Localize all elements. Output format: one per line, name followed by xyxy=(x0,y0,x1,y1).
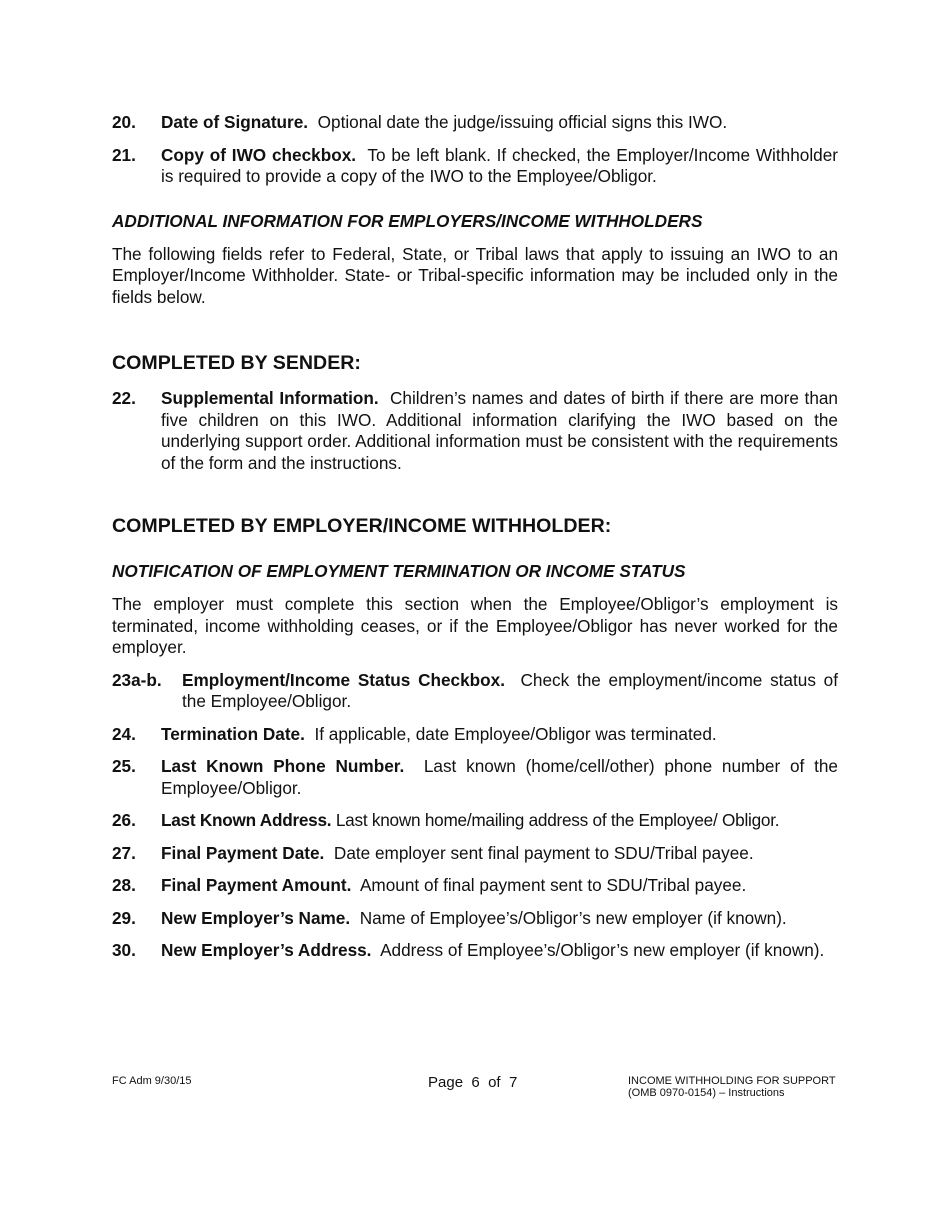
item-number: 29. xyxy=(112,907,136,928)
item-text: Optional date the judge/issuing official signs this IWO. xyxy=(317,112,728,132)
item-number: 20. xyxy=(112,112,136,132)
item-28 xyxy=(112,875,838,897)
item-text: Children’s names and dates of birth if there are more than five children on this IWO. Additional information clarifying the IWO based on the underlying support order. Additional information must be consistent with the requirements of the form and the instructions. xyxy=(161,388,838,473)
item-text: Last known (home/cell/other) phone number of the Employee/Obligor. xyxy=(161,756,838,798)
item-title: Termination Date. xyxy=(161,723,305,744)
item-25 xyxy=(112,756,838,799)
item-number: 22. xyxy=(112,388,136,408)
item-number: 30. xyxy=(112,940,136,960)
item-23a-b xyxy=(112,670,838,713)
item-number: 26. xyxy=(112,810,136,830)
item-text: Date employer sent final payment to SDU/Tribal payee. xyxy=(333,842,754,863)
document-page xyxy=(112,112,838,973)
notification-paragraph: The employer must complete this section when the Employee/Obligor’s employment is terminated, income withholding ceases, or if the Employee/Obligor has never worked for the employer. xyxy=(112,594,838,657)
item-20 xyxy=(112,112,838,134)
item-number: 27. xyxy=(112,842,136,863)
completed-by-sender-heading: COMPLETED BY SENDER: xyxy=(112,352,361,374)
footer-form-code: FC Adm 9/30/15 xyxy=(112,1075,192,1087)
page-total: 7 xyxy=(508,1074,518,1091)
item-24 xyxy=(112,724,838,746)
item-text: Address of Employee’s/Obligor’s new employer (if known). xyxy=(380,940,825,960)
item-title: Last Known Address. xyxy=(161,810,332,830)
page-label: Page xyxy=(428,1074,464,1091)
item-title: Last Known Phone Number. xyxy=(161,756,405,776)
item-29 xyxy=(112,908,838,930)
item-title: Copy of IWO checkbox. xyxy=(161,144,357,165)
item-text: If applicable, date Employee/Obligor was terminated. xyxy=(314,723,717,744)
item-number: 28. xyxy=(112,875,136,895)
item-text: Amount of final payment sent to SDU/Tribal payee. xyxy=(359,875,747,895)
item-number: 21. xyxy=(112,144,136,165)
item-title: New Employer’s Name. xyxy=(161,907,351,928)
item-number: 25. xyxy=(112,756,136,776)
additional-info-heading: ADDITIONAL INFORMATION FOR EMPLOYERS/INCOME WITHHOLDERS xyxy=(112,210,703,231)
item-30 xyxy=(112,940,838,962)
footer-form-title xyxy=(628,1075,836,1099)
item-title: New Employer’s Address. xyxy=(161,940,372,960)
item-title: Date of Signature. xyxy=(161,112,309,132)
item-22 xyxy=(112,388,838,474)
item-title: Final Payment Date. xyxy=(161,842,325,863)
footer-title-line1: INCOME WITHHOLDING FOR SUPPORT xyxy=(628,1075,836,1087)
footer-title-line2: (OMB 0970-0154) – Instructions xyxy=(628,1087,785,1099)
footer-page-number xyxy=(428,1074,517,1092)
item-number: 23a-b. xyxy=(112,669,162,690)
page-current: 6 xyxy=(471,1074,480,1091)
item-text: To be left blank. If checked, the Employer/Income Withholder is required to provide a copy of the IWO to the Employee/Obligor. xyxy=(161,144,838,186)
page-of-label: of xyxy=(488,1074,501,1091)
item-title: Final Payment Amount. xyxy=(161,875,352,895)
completed-by-employer-heading: COMPLETED BY EMPLOYER/INCOME WITHHOLDER: xyxy=(112,515,612,537)
item-text: Last known home/mailing address of the Employee/ Obligor. xyxy=(335,810,780,830)
item-26 xyxy=(112,810,838,832)
item-number: 24. xyxy=(112,723,136,744)
additional-info-paragraph: The following fields refer to Federal, State, or Tribal laws that apply to issuing an IWO to an Employer/Income Withholder. State- or Tribal-specific information may be included only in the fields below. xyxy=(112,243,838,307)
item-text: Check the employment/income status of the Employee/Obligor. xyxy=(182,669,838,711)
item-27 xyxy=(112,843,838,865)
item-21 xyxy=(112,145,838,188)
item-title: Employment/Income Status Checkbox. xyxy=(182,669,505,690)
item-title: Supplemental Information. xyxy=(161,388,379,408)
item-text: Name of Employee’s/Obligor’s new employer (if known). xyxy=(359,907,787,928)
notification-heading: NOTIFICATION OF EMPLOYMENT TERMINATION OR INCOME STATUS xyxy=(112,561,686,581)
